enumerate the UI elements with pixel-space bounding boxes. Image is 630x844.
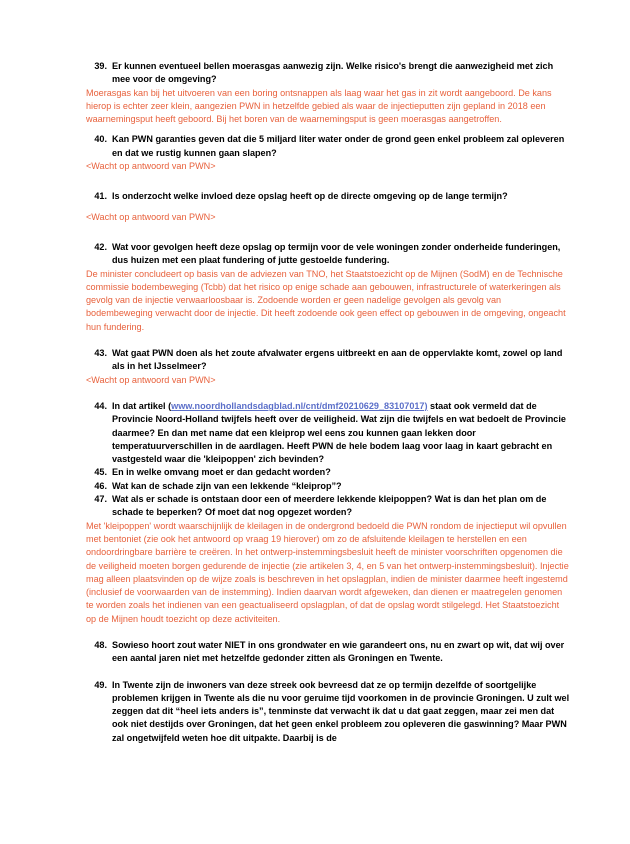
- question-text-prefix: In dat artikel (: [112, 400, 172, 411]
- spacer: [86, 204, 570, 211]
- answer-text: <Wacht op antwoord van PWN>: [86, 161, 216, 172]
- question-text: Wat voor gevolgen heeft deze opslag op termijn voor de vele woningen zonder onderheide funderingen, dus huizen met een plaat fundering of jutte gestoelde fundering.: [112, 241, 561, 266]
- question-text: Kan PWN garanties geven dat die 5 miljard liter water onder de grond geen enkel probleem zal opleveren en dat we rustig kunnen gaan slapen?: [112, 134, 565, 158]
- question-number: 40.: [94, 134, 107, 145]
- spacer: [86, 387, 570, 400]
- question-row: [86, 639, 570, 666]
- question-row: [86, 493, 570, 520]
- question-number: 39.: [94, 61, 107, 71]
- spacer: [86, 626, 570, 639]
- qa-block-45: [86, 466, 570, 479]
- question-number: 48.: [94, 639, 107, 650]
- qa-block-41: [86, 190, 570, 224]
- qa-block-42: [86, 241, 570, 334]
- question-text-suffix: staat ook vermeld dat de Provincie Noord-Holland twijfels heeft over de veiligheid. Wat zijn die twijfels en wat bedoelt de Provincie daarmee? En dan met name dat een kleiprop wel eens zou kunnen gaan lekken door temperatuurverschillen in de aardlagen. Heeft PWN de hele bodem laag voor laag in kaart gebracht en vastgesteld waar die 'kleipoppen' zich bevinden?: [112, 400, 566, 465]
- question-row: [86, 679, 570, 745]
- question-text: Wat gaat PWN doen als het zoute afvalwater ergens uitbreekt en aan de oppervlakte komt, zowel op land als in het IJsselmeer?: [112, 348, 563, 372]
- spacer: [86, 126, 570, 133]
- question-text: Sowieso hoort zout water NIET in ons grondwater en wie garandeert ons, nu en zwart op wit, dat wij over een aantal jaren niet met hetzelfde gedonder zitten als Groningen en Twente.: [112, 639, 565, 664]
- source-article-link[interactable]: www.noordhollandsdagblad.nl/cnt/dmf20210629_83107017): [171, 400, 428, 411]
- question-text: Is onderzocht welke invloed deze opslag heeft op de directe omgeving op de lange termijn?: [112, 191, 508, 202]
- question-text: In Twente zijn de inwoners van deze streek ook bevreesd dat ze op termijn dezelfde of soortgelijke problemen krijgen in Twente als die nu voor geruime tijd voorkomen in de provincie Groningen. U zult wel zeggen dat dit “heel iets anders is”, tenminste dat verwacht ik dat u dat gaat zeggen, maar zei men dat ook niet destijds over Groningen, dat het geen enkel probleem zou opleveren die gaswinning? Maar PWN zal ongetwijfeld weten hoe dit uitpakte. Daarbij is de: [112, 679, 570, 743]
- qa-block-48: [86, 639, 570, 666]
- qa-block-46: [86, 480, 570, 493]
- question-row: [86, 480, 570, 493]
- question-number: 43.: [94, 348, 107, 359]
- qa-block-40: [86, 133, 570, 173]
- question-text: Er kunnen eventueel bellen moerasgas aanwezig zijn. Welke risico's brengt die aanwezigheid met zich mee voor de omgeving?: [112, 61, 554, 85]
- question-row: [86, 133, 570, 160]
- qa-block-44: [86, 400, 570, 466]
- spacer: [86, 224, 570, 241]
- question-number: 42.: [94, 241, 107, 252]
- qa-block-43: [86, 347, 570, 387]
- question-row: [86, 466, 570, 479]
- question-number: 41.: [94, 191, 107, 202]
- question-text: En in welke omvang moet er dan gedacht worden?: [112, 467, 331, 478]
- spacer: [86, 173, 570, 190]
- question-row: [86, 347, 570, 374]
- question-number: 45.: [94, 467, 107, 478]
- question-row: [86, 60, 570, 87]
- spacer: [86, 666, 570, 679]
- question-text: [112, 400, 570, 466]
- answer-text: Moerasgas kan bij het uitvoeren van een boring ontsnappen als laag waar het gas in zit wordt aangeboord. De kans hierop is echter zeer klein, aangezien PWN in hetzelfde gebied als waar de injectieputten zijn gepland in 2018 een waarnemingsput heeft geboord. Bij het boren van de waarnemingsput is geen moerasgas aangetroffen.: [86, 87, 552, 125]
- question-number: 49.: [94, 679, 107, 690]
- answer-text: <Wacht op antwoord van PWN>: [86, 374, 216, 385]
- answer-text: De minister concludeert op basis van de adviezen van TNO, het Staatstoezicht op de Mijnen (SodM) en de Technische commissie bodembeweging (Tcbb) dat het risico op enige schade aan gebouwen, infrastructurele of waterkeringen als gevolg van de injectie verwaarloosbaar is. Zodoende worden er geen nadelige gevolgen als gevolg van bodembeweging verwacht door de injectie. Dit heeft zodoende ook geen effect op gebouwen in de omgeving, ongeacht hun fundering.: [86, 268, 566, 332]
- question-row: [86, 400, 570, 466]
- answer-text: Met 'kleipoppen' wordt waarschijnlijk de kleilagen in de ondergrond bedoeld die PWN rondom de injectieput wil opvullen met bentoniet (zie ook het antwoord op vraag 19 hierover) om zo de afsluitende kleilagen te herstellen en een ondoordringbare barrière te creëren. In het ontwerp-instemmingsbesluit heeft de minister voorschriften opgenomen die de veiligheid moeten borgen gedurende de injectie (zie artikelen 3, 4, en 5 van het ontwerp-instemmingsbesluit). Injectie mag alleen plaatsvinden op de wijze zoals is beschreven in het opslagplan, indien de minister daarmee heeft ingestemd (inclusief de voorwaarden van de instemming). Indien daarvan wordt afgeweken, dan dienen er maatregelen genomen te worden zoals het indienen van een geactualiseerd opslagplan, of dat de opslag wordt stilgelegd. Het Staatstoezicht op de Mijnen houdt toezicht op deze activiteiten.: [86, 520, 569, 624]
- answer-text: <Wacht op antwoord van PWN>: [86, 211, 216, 222]
- question-text: Wat kan de schade zijn van een lekkende “kleiprop”?: [112, 480, 342, 491]
- question-number: 44.: [94, 400, 107, 411]
- qa-block-47: [86, 493, 570, 626]
- question-number: 47.: [94, 494, 107, 505]
- question-row: [86, 241, 570, 268]
- qa-block-39: [86, 60, 570, 126]
- qa-block-49: [86, 679, 570, 745]
- question-text: Wat als er schade is ontstaan door een of meerdere lekkende kleipoppen? Wat is dan het plan om de schade te beperken? Of moet dat nog opgezet worden?: [112, 494, 547, 518]
- question-number: 46.: [94, 480, 107, 491]
- question-row: [86, 190, 570, 203]
- spacer: [86, 334, 570, 347]
